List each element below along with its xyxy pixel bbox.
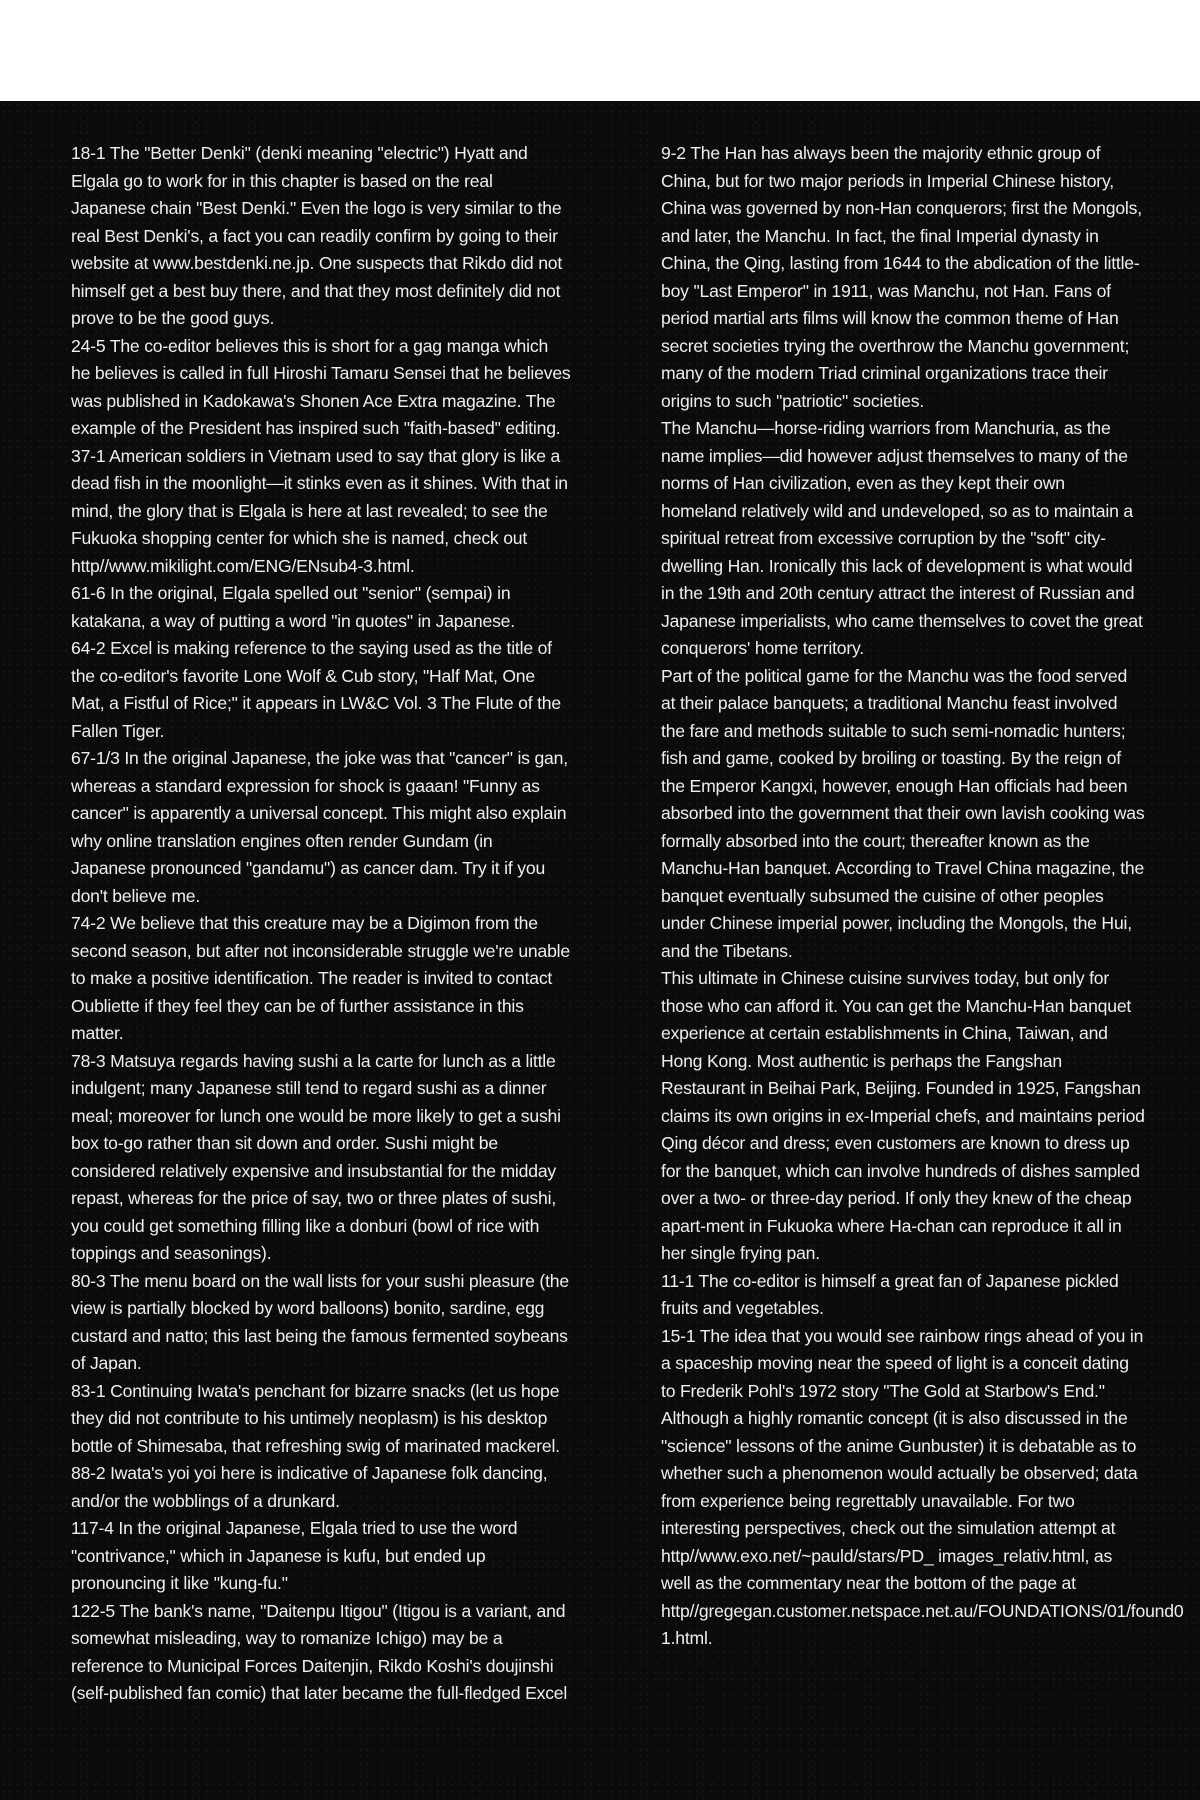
note-78-3: 78-3 Matsuya regards having sushi a la carte for lunch as a little indulgent; many Japanese still tend to regard sushi as a dinner meal; moreover for lunch one would be more likely to get a sushi box to-go rather than sit down and order. Sushi might be considered relatively expensive and insubstantial for the midday repast, whereas for the price of say, two or three plates of sushi, you could get something filling like a donburi (bowl of rice with toppings and seasonings). xyxy=(71,1050,561,1263)
note-37-1: 37-1 American soldiers in Vietnam used to say that glory is like a dead fish in the moonlight—it stinks even as it shines. With that in mind, the glory that is Elgala is here at last revealed; to see the Fukuoka shopping center for which she is named, check out http//www.mikilight.com/ENG/ENsub4-3.html. xyxy=(71,445,568,576)
note-9-2: 9-2 The Han has always been the majority ethnic group of China, but for two major periods in Imperial Chinese history, China was governed by non-Han conquerors; first the Mongols, and later, the Manchu. In fact, the final Imperial dynasty in China, the Qing, lasting from 1644 to the abdication of the little-boy "Last Emperor" in 1911, was Manchu, not Han. Fans of period martial arts films will know the common theme of Han secret societies trying the overthrow the Manchu government; many of the modern Triad criminal organizations trace their origins to such "patriotic" societies. xyxy=(661,143,1142,411)
left-notes-column xyxy=(71,140,571,1708)
note-74-2: 74-2 We believe that this creature may be a Digimon from the second season, but after not inconsiderable struggle we're unable to make a positive identification. The reader is invited to contact Oubliette if they feel they can be of further assistance in this matter. xyxy=(71,913,570,1043)
note-18-1: 18-1 The "Better Denki" (denki meaning "electric") Hyatt and Elgala go to work for in this chapter is based on the real Japanese chain "Best Denki." Even the logo is very similar to the real Best Denki's, a fact you can readily confirm by going to their website at www.bestdenki.ne.jp. One suspects that Rikdo did not himself get a best buy there, and that they most definitely did not prove to be the good guys. xyxy=(71,143,563,328)
note-80-3: 80-3 The menu board on the wall lists for your sushi pleasure (the view is partially blocked by word balloons) bonito, sardine, egg custard and natto; this last being the famous fermented soybeans of Japan. xyxy=(71,1270,569,1373)
note-67-1-3: 67-1/3 In the original Japanese, the joke was that "cancer" is gan, whereas a standard expression for shock is gaaan! "Funny as cancer" is apparently a universal concept. This might also explain why online translation engines often render Gundam (in Japanese pronounced "gandamu") as cancer dam. Try it if you don't believe me. xyxy=(71,748,568,906)
note-83-1: 83-1 Continuing Iwata's penchant for bizarre snacks (let us hope they did not contribute to his untimely neoplasm) is his desktop bottle of Shimesaba, that refreshing swig of marinated mackerel. xyxy=(71,1380,560,1456)
note-11-1: 11-1 The co-editor is himself a great fan of Japanese pickled fruits and vegetables. xyxy=(661,1270,1119,1318)
note-117-4: 117-4 In the original Japanese, Elgala tried to use the word "contrivance," which in Japanese is kufu, but ended up pronouncing it like "kung-fu." xyxy=(71,1518,518,1593)
note-manchu-banquet: Part of the political game for the Manchu was the food served at their palace banquets; a traditional Manchu feast involved the fare and methods suitable to such semi-nomadic hunters; fish and game, cooked by broiling or toasting. By the reign of the Emperor Kangxi, however, enough Han officials had been absorbed into the government that their own lavish cooking was formally absorbed into the court; thereafter known as the Manchu-Han banquet. According to Travel China magazine, the banquet eventually subsumed the cuisine of other peoples under Chinese imperial power, including the Mongols, the Hui, and the Tibetans. xyxy=(661,665,1145,961)
note-15-1: 15-1 The idea that you would see rainbow rings ahead of you in a spaceship moving near the speed of light is a conceit dating to Frederik Pohl's 1972 story "The Gold at Starbow's End." Although a highly romantic concept (it is also discussed in the "science" lessons of the anime Gunbuster) it is debatable as to whether such a phenomenon would actually be observed; data from experience being regrettably unavailable. For two interesting perspectives, check out the simulation attempt at http//www.exo.net/~pauld/stars/PD_ images_relativ.html, as well as the commentary near the bottom of the page at http//gregegan.customer.netspace.net.au/FOUNDATIONS/01/found0 1.html. xyxy=(661,1325,1184,1648)
note-122-5: 122-5 The bank's name, "Daitenpu Itigou" (Itigou is a variant, and somewhat misleading, way to romanize Ichigo) may be a reference to Municipal Forces Daitenjin, Rikdo Koshi's doujinshi (self-published fan comic) that later became the full-fledged Excel xyxy=(71,1600,568,1703)
note-61-6: 61-6 In the original, Elgala spelled out "senior" (sempai) in katakana, a way of putting a word "in quotes" in Japanese. xyxy=(71,583,515,631)
note-24-5: 24-5 The co-editor believes this is short for a gag manga which he believes is called in full Hiroshi Tamaru Sensei that he believes was published in Kadokawa's Shonen Ace Extra magazine. The example of the President has inspired such "faith-based" editing. xyxy=(71,335,571,438)
right-notes-column xyxy=(661,140,1184,1653)
note-cuisine-today: This ultimate in Chinese cuisine survives today, but only for those who can afford it. You can get the Manchu-Han banquet experience at certain establishments in China, Taiwan, and Hong Kong. Most authentic is perhaps the Fangshan Restaurant in Beihai Park, Beijing. Founded in 1925, Fangshan claims its own origins in ex-Imperial chefs, and maintains period Qing décor and dress; even customers are known to dress up for the banquet, which can involve hundreds of dishes sampled over a two- or three-day period. If only they knew of the cheap apart-ment in Fukuoka where Ha-chan can reproduce it all in her single frying pan. xyxy=(661,968,1145,1263)
note-88-2: 88-2 Iwata's yoi yoi here is indicative of Japanese folk dancing, and/or the wobblings of a drunkard. xyxy=(71,1463,548,1511)
note-64-2: 64-2 Excel is making reference to the saying used as the title of the co-editor's favorite Lone Wolf & Cub story, "Half Mat, One Mat, a Fistful of Rice;" it appears in LW&C Vol. 3 The Flute of the Fallen Tiger. xyxy=(71,638,561,741)
note-manchu-warriors: The Manchu—horse-riding warriors from Manchuria, as the name implies—did however adjust themselves to many of the norms of Han civilization, even as they kept their own homeland relatively wild and undeveloped, so as to maintain a spiritual retreat from excessive corruption by the "soft" city-dwelling Han. Ironically this lack of development is what would in the 19th and 20th century attract the interest of Russian and Japanese imperialists, who came themselves to covet the great conquerors' home territory. xyxy=(661,418,1143,658)
